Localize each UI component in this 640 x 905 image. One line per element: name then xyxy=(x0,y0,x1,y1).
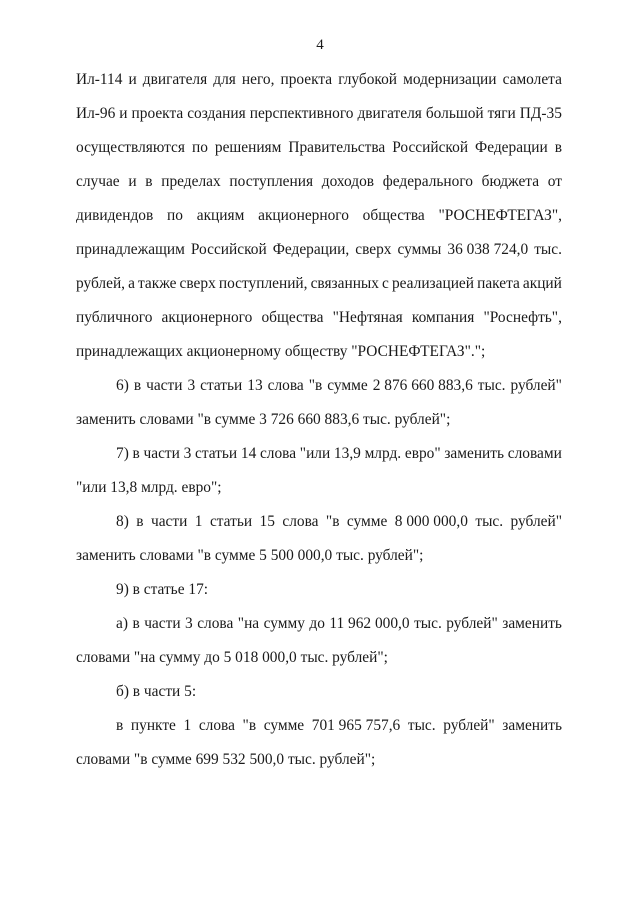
word: Федерации xyxy=(475,139,548,156)
word: Федерации, xyxy=(272,241,350,258)
text-line xyxy=(76,241,562,275)
word: рублей" xyxy=(446,615,498,632)
word: по xyxy=(167,207,183,224)
word: в xyxy=(136,513,144,530)
page-number: 4 xyxy=(316,37,324,53)
word: федерального xyxy=(382,173,473,190)
word: словами "на сумму до 5 018 000,0 тыс. рублей"; xyxy=(76,649,388,666)
text-line xyxy=(76,445,562,479)
word: слова xyxy=(259,445,297,462)
word: а xyxy=(128,275,135,292)
text-line xyxy=(76,207,562,241)
word: публичного xyxy=(76,309,153,326)
text-line xyxy=(76,105,562,139)
word: и xyxy=(128,173,137,190)
word: 2 876 660 883,6 xyxy=(372,377,473,394)
word: в xyxy=(132,615,140,632)
word: создания xyxy=(187,105,246,122)
word: реализацией xyxy=(391,275,475,292)
word: в xyxy=(554,139,562,156)
word: пакета xyxy=(477,275,520,292)
word: поступлений, xyxy=(218,275,308,292)
word: проекта xyxy=(280,71,333,88)
word: принадлежащих акционерному обществу "РОСНЕФТЕГАЗ"."; xyxy=(76,343,486,360)
word: акциям xyxy=(196,207,245,224)
word: пределах xyxy=(161,173,221,190)
word: него, xyxy=(241,71,275,88)
word: евро" xyxy=(404,445,441,462)
word: случае xyxy=(76,173,120,190)
text-line xyxy=(76,173,562,207)
text-line xyxy=(76,547,562,581)
word: 13 xyxy=(247,377,263,394)
word: "или xyxy=(299,445,331,462)
word: рублей" xyxy=(510,513,562,530)
text-line xyxy=(76,751,562,785)
word: "или 13,8 млрд. евро"; xyxy=(76,479,222,496)
word: сумму xyxy=(263,615,305,632)
word: словами xyxy=(507,445,562,462)
word: заменить xyxy=(502,615,562,632)
word: 1 xyxy=(183,717,192,734)
word: заменить словами "в сумме 5 500 000,0 тыс. рублей"; xyxy=(76,547,424,564)
text-line xyxy=(76,411,562,445)
word: общества xyxy=(362,207,425,224)
text-line xyxy=(76,479,562,513)
word: "Роснефть", xyxy=(483,309,562,326)
word: сумме xyxy=(346,513,388,530)
word: а) xyxy=(116,615,128,632)
word: перспективного xyxy=(249,105,354,122)
word: млрд. xyxy=(364,445,402,462)
word: сверх xyxy=(179,275,216,292)
word: от xyxy=(547,173,562,190)
word: слова xyxy=(198,717,235,734)
word: бюджета xyxy=(481,173,540,190)
word: суммы xyxy=(397,241,442,258)
word: акционерного xyxy=(258,207,349,224)
word: Ил-114 xyxy=(76,71,123,88)
word: 8 000 000,0 xyxy=(394,513,468,530)
word: заменить xyxy=(444,445,505,462)
word: рублей, xyxy=(76,275,126,292)
word: части xyxy=(144,615,181,632)
word: двигателя xyxy=(357,105,422,122)
word: 3 xyxy=(185,615,193,632)
word: в xyxy=(133,377,142,394)
word: Российской xyxy=(190,241,267,258)
word: 3 xyxy=(187,377,196,394)
text-line xyxy=(76,649,562,683)
text-line xyxy=(76,343,562,377)
word: "РОСНЕФТЕГАЗ", xyxy=(438,207,562,224)
word: пункте xyxy=(130,717,176,734)
word: связанных xyxy=(310,275,379,292)
word: заменить словами "в сумме 3 726 660 883,6 тыс. рублей"; xyxy=(76,411,451,428)
word: слова xyxy=(267,377,304,394)
word: статьи xyxy=(209,513,253,530)
word: общества xyxy=(261,309,324,326)
word: по xyxy=(191,139,208,156)
word: 6) xyxy=(116,377,129,394)
word: 1 xyxy=(194,513,203,530)
word: проекта xyxy=(131,105,184,122)
word: модернизации xyxy=(403,71,497,88)
word: осуществляются xyxy=(76,139,185,156)
word: двигателя xyxy=(142,71,208,88)
word: словами "в сумме 699 532 500,0 тыс. рублей"; xyxy=(76,751,376,768)
word: сумме xyxy=(263,717,305,734)
word: 14 xyxy=(240,445,257,462)
word: "на xyxy=(237,615,260,632)
word: 8) xyxy=(116,513,129,530)
word: самолета xyxy=(502,71,562,88)
word: тыс. xyxy=(477,377,506,394)
word: и xyxy=(119,105,128,122)
word: компания xyxy=(411,309,475,326)
word: в xyxy=(116,717,124,734)
word: доходов xyxy=(321,173,375,190)
word: "Нефтяная xyxy=(332,309,403,326)
word: статьи xyxy=(200,377,243,394)
word: Правительства xyxy=(288,139,386,156)
text-line xyxy=(76,139,562,173)
word: тыс. xyxy=(414,615,442,632)
word: ПД-35 xyxy=(519,105,562,122)
word: 36 038 724,0 xyxy=(447,241,529,258)
word: слова xyxy=(282,513,319,530)
word: до xyxy=(309,615,325,632)
word: 11 962 000,0 xyxy=(329,615,410,632)
word: глубокой xyxy=(338,71,398,88)
text-line xyxy=(76,581,562,615)
text-line xyxy=(76,71,562,105)
word: 701 965 757,6 xyxy=(311,717,401,734)
word: Российской xyxy=(392,139,469,156)
word: поступления xyxy=(229,173,314,190)
word: также xyxy=(138,275,177,292)
word: слова xyxy=(197,615,234,632)
text-line xyxy=(76,275,562,309)
text-line xyxy=(76,717,562,751)
body-text xyxy=(76,71,562,785)
word: тяги xyxy=(487,105,516,122)
word: "в xyxy=(242,717,257,734)
word: и xyxy=(128,71,137,88)
word: б) в части 5: xyxy=(116,683,197,700)
word: тыс. xyxy=(534,241,562,258)
text-line xyxy=(76,309,562,343)
word: тыс. xyxy=(407,717,436,734)
word: с xyxy=(382,275,389,292)
word: "в xyxy=(308,377,323,394)
word: части xyxy=(143,445,180,462)
word: 3 xyxy=(183,445,192,462)
word: дивидендов xyxy=(76,207,154,224)
word: 7) xyxy=(116,445,129,462)
word: большой xyxy=(425,105,484,122)
word: сверх xyxy=(355,241,392,258)
word: тыс. xyxy=(475,513,504,530)
word: статьи xyxy=(195,445,238,462)
text-line xyxy=(76,377,562,411)
word: заменить xyxy=(502,717,562,734)
text-line xyxy=(76,615,562,649)
word: части xyxy=(150,513,188,530)
word: рублей" xyxy=(510,377,562,394)
word: сумме xyxy=(327,377,368,394)
text-line xyxy=(76,683,562,717)
word: Ил-96 xyxy=(76,105,116,122)
word: в xyxy=(145,173,153,190)
word: "в xyxy=(325,513,340,530)
word: части xyxy=(146,377,183,394)
word: акций xyxy=(522,275,562,292)
word: акционерного xyxy=(161,309,253,326)
word: рублей" xyxy=(443,717,495,734)
text-line xyxy=(76,513,562,547)
word: в xyxy=(132,445,140,462)
word: 15 xyxy=(259,513,275,530)
word: решениям xyxy=(214,139,282,156)
word: принадлежащим xyxy=(76,241,185,258)
word: для xyxy=(213,71,236,88)
word: 9) в статье 17: xyxy=(116,581,209,598)
word: 13,9 xyxy=(333,445,361,462)
